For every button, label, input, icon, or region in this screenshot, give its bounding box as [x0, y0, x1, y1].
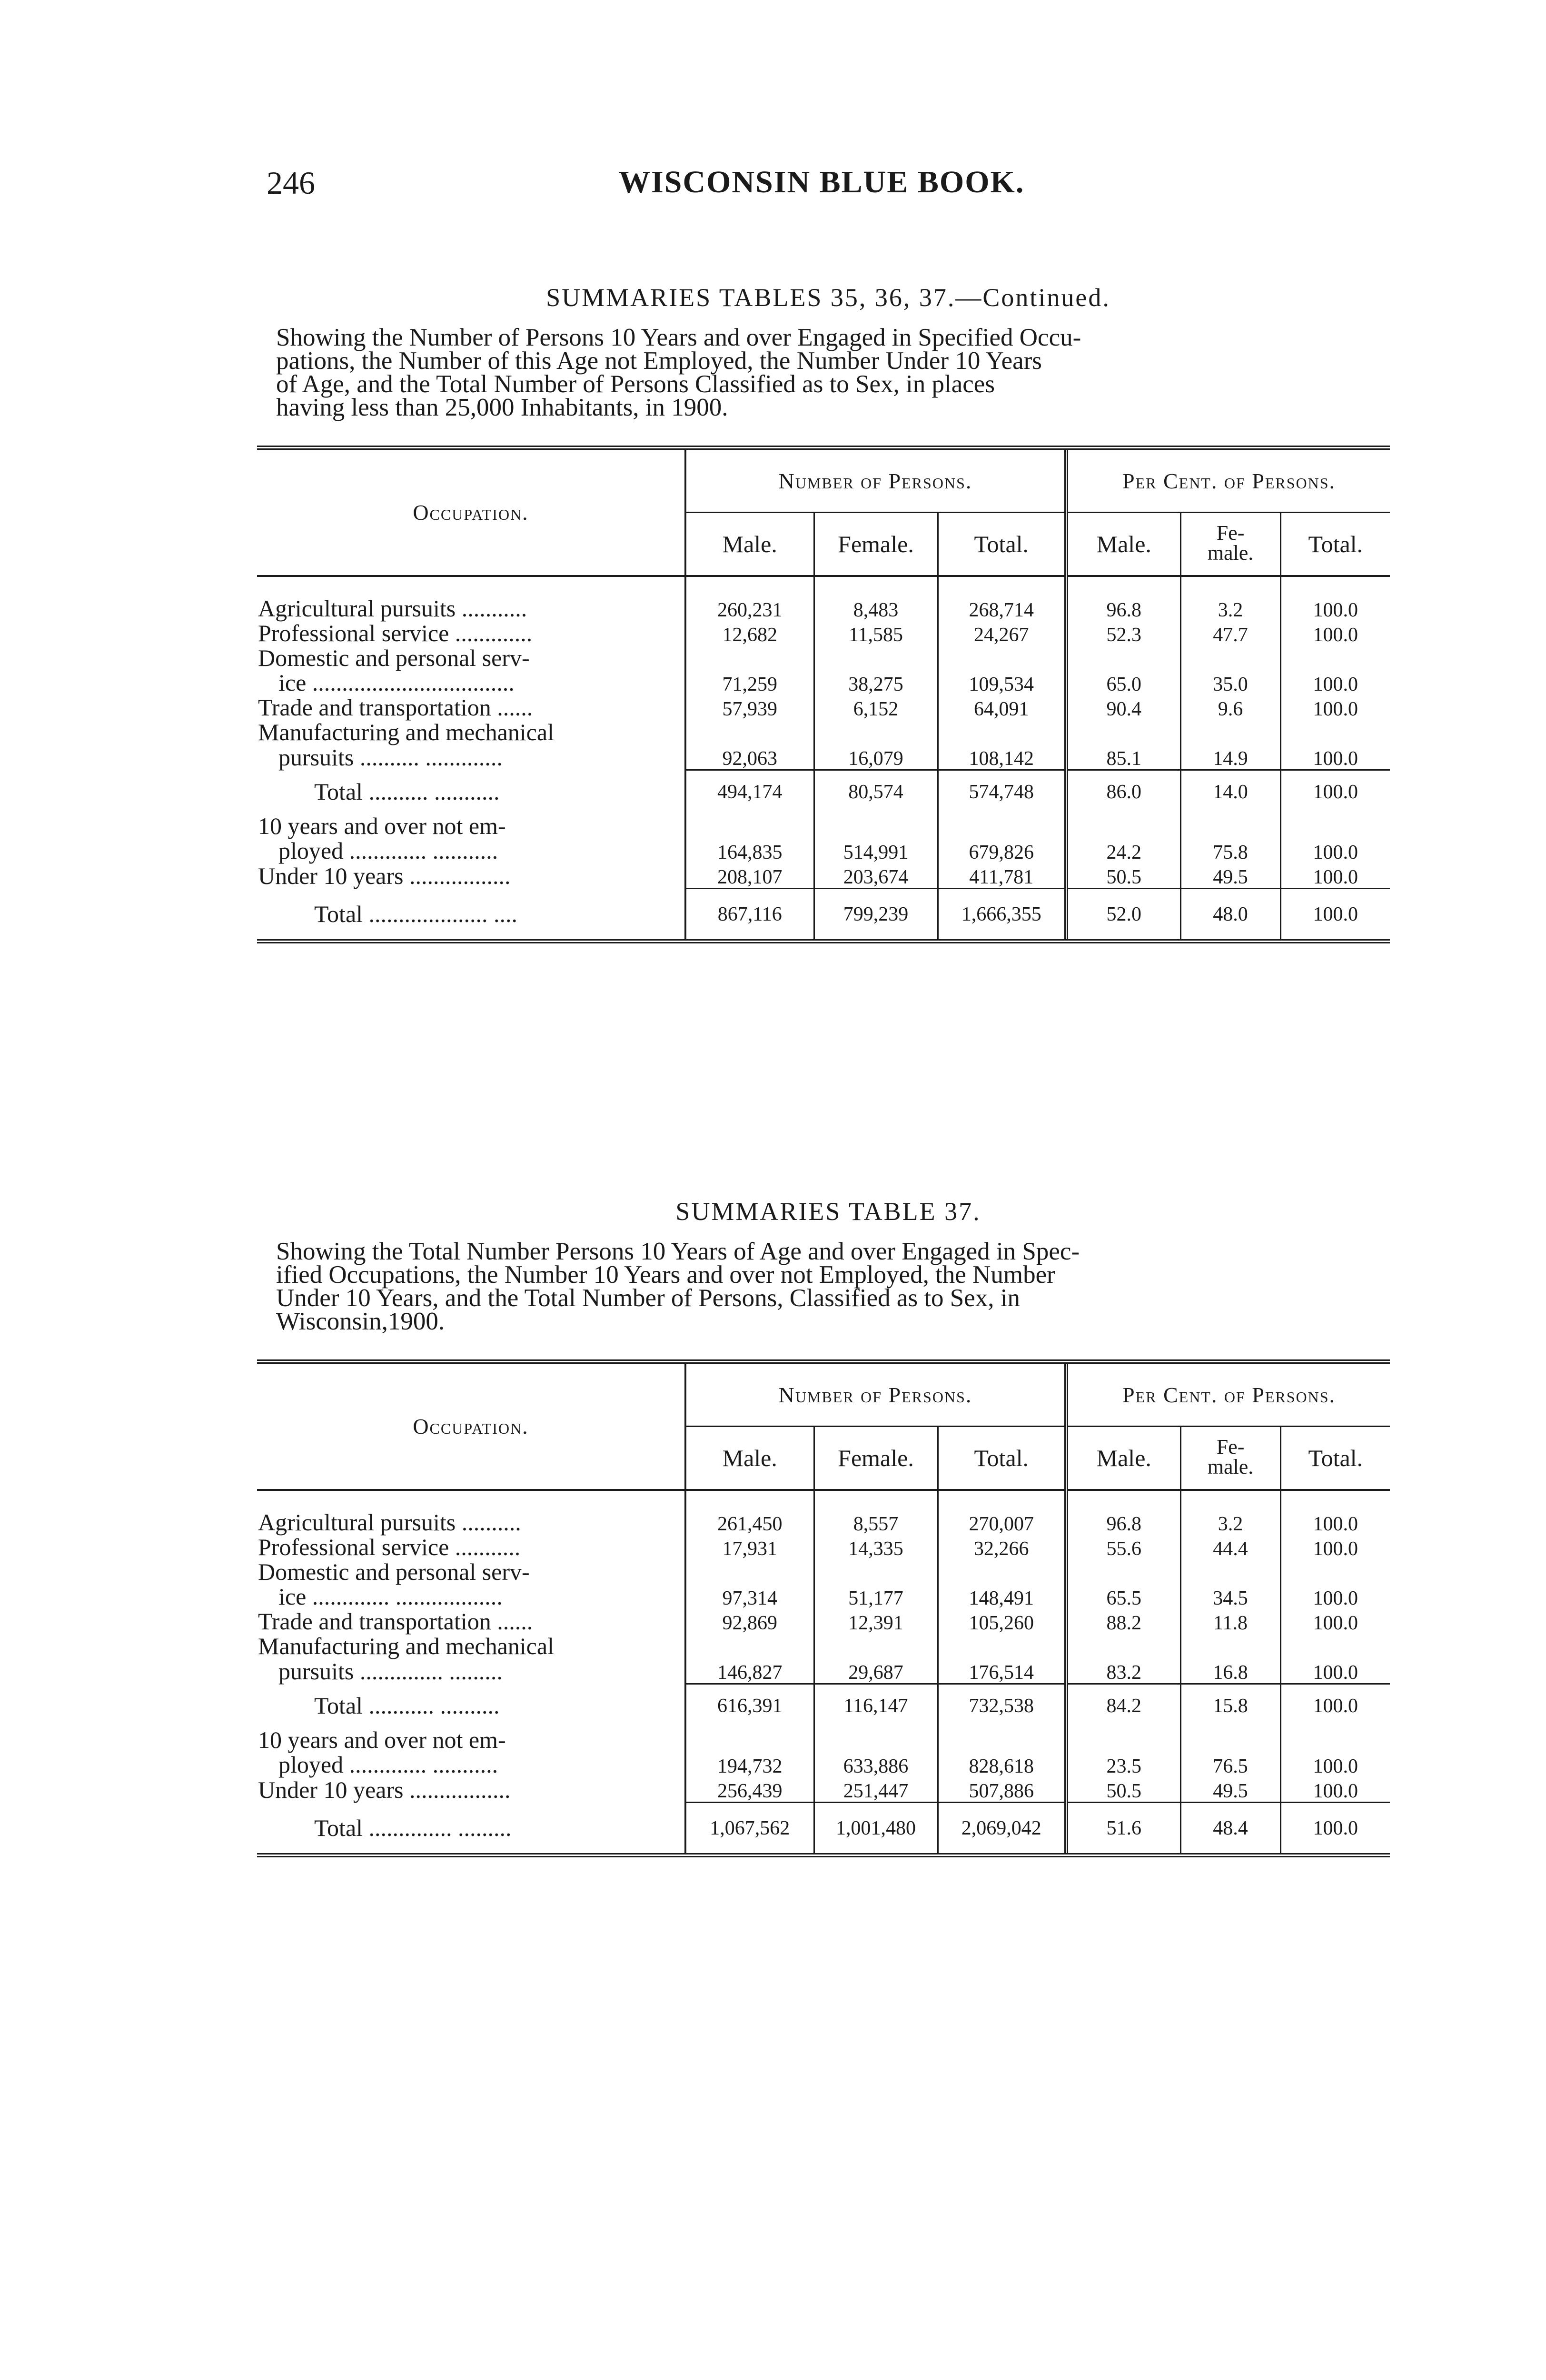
cell-pct-female: 14.0 [1180, 770, 1280, 814]
table-row [257, 695, 1390, 720]
cell-pct-male: 84.2 [1066, 1684, 1180, 1728]
table-row [257, 1658, 1390, 1684]
cell-male: 260,231 [685, 596, 814, 621]
row-label: ice .................................. [278, 669, 515, 696]
cell-female: 29,687 [814, 1658, 938, 1684]
cell-pct-total: 100.0 [1280, 838, 1390, 863]
cell-pct-total: 100.0 [1280, 596, 1390, 621]
row-label: Agricultural pursuits ........... [258, 595, 527, 622]
cell-total: 24,267 [938, 621, 1066, 645]
male-column-header: Male. [685, 1427, 814, 1490]
cell-pct-male: 51.6 [1066, 1803, 1180, 1855]
cell-pct-total: 100.0 [1280, 1803, 1390, 1855]
cell-total: 270,007 [938, 1510, 1066, 1535]
row-label: pursuits .......... ............. [278, 744, 503, 771]
cell-total: 828,618 [938, 1752, 1066, 1777]
occupation-table [257, 1359, 1390, 1857]
cell-male: 146,827 [685, 1658, 814, 1684]
cell-pct-male: 96.8 [1066, 596, 1180, 621]
cell-pct-male: 52.3 [1066, 621, 1180, 645]
intro-line: Under 10 Years, and the Total Number of Persons, Classified as to Sex, in [276, 1284, 1021, 1312]
cell-pct-total: 100.0 [1280, 770, 1390, 814]
cell-pct-female: 49.5 [1180, 863, 1280, 889]
cell-pct-total: 100.0 [1280, 1658, 1390, 1684]
table-title: SUMMARIES TABLES 35, 36, 37.—Continued. [546, 283, 1110, 312]
table-row [257, 744, 1390, 770]
grand-total-row [257, 889, 1390, 942]
cell-pct-total: 100.0 [1280, 744, 1390, 770]
cell-total: 176,514 [938, 1658, 1066, 1684]
cell-male: 71,259 [685, 670, 814, 695]
occupation-header: Occupation. [257, 1362, 685, 1490]
row-label: Trade and transportation ...... [258, 1608, 533, 1635]
cell-pct-male: 96.8 [1066, 1510, 1180, 1535]
table-row [257, 1727, 1390, 1752]
intro-line: Showing the Total Number Persons 10 Years of Age and over Engaged in Spec- [276, 1238, 1080, 1265]
cell-pct-female: 16.8 [1180, 1658, 1280, 1684]
cell-pct-male: 65.0 [1066, 670, 1180, 695]
row-label: 10 years and over not em- [258, 813, 506, 839]
table-row [257, 645, 1390, 670]
cell-female: 80,574 [814, 770, 938, 814]
cell-female: 8,483 [814, 596, 938, 621]
table-row [257, 1634, 1390, 1658]
row-label: Total .............. ......... [257, 1803, 685, 1855]
cell-pct-male: 85.1 [1066, 744, 1180, 770]
subtotal-row [257, 1684, 1390, 1728]
number-of-persons-header: Number of Persons. [685, 448, 1066, 513]
pct-female-column-header: Fe- male. [1180, 1427, 1280, 1490]
total-column-header: Total. [938, 1427, 1066, 1490]
table-row [257, 596, 1390, 621]
cell-male: 867,116 [685, 889, 814, 942]
cell-pct-male: 86.0 [1066, 770, 1180, 814]
cell-pct-total: 100.0 [1280, 889, 1390, 942]
intro-line: Wisconsin,1900. [276, 1308, 445, 1335]
table-title: SUMMARIES TABLE 37. [675, 1197, 981, 1226]
cell-total: 268,714 [938, 596, 1066, 621]
cell-total: 148,491 [938, 1584, 1066, 1609]
row-label: pursuits .............. ......... [278, 1657, 503, 1685]
intro-line: pations, the Number of this Age not Employed, the Number Under 10 Years [276, 347, 1042, 375]
female-column-header: Female. [814, 513, 938, 576]
cell-female: 12,391 [814, 1609, 938, 1634]
cell-female: 251,447 [814, 1777, 938, 1803]
row-label: Agricultural pursuits .......... [258, 1509, 521, 1536]
cell-pct-total: 100.0 [1280, 1752, 1390, 1777]
cell-pct-male: 83.2 [1066, 1658, 1180, 1684]
cell-female: 11,585 [814, 621, 938, 645]
cell-male: 194,732 [685, 1752, 814, 1777]
cell-pct-total: 100.0 [1280, 670, 1390, 695]
table-row [257, 1559, 1390, 1584]
cell-total: 105,260 [938, 1609, 1066, 1634]
cell-pct-male: 50.5 [1066, 863, 1180, 889]
cell-total: 411,781 [938, 863, 1066, 889]
cell-female: 1,001,480 [814, 1803, 938, 1855]
row-label: Trade and transportation ...... [258, 694, 533, 721]
cell-pct-female: 44.4 [1180, 1535, 1280, 1559]
cell-total: 732,538 [938, 1684, 1066, 1728]
row-label: Manufacturing and mechanical [258, 1633, 554, 1659]
row-label: ployed ............. ........... [278, 1751, 498, 1778]
row-label: Total .......... ........... [314, 778, 500, 805]
cell-male: 12,682 [685, 621, 814, 645]
row-label: Under 10 years ................. [258, 862, 511, 889]
cell-pct-female: 48.4 [1180, 1803, 1280, 1855]
pct-total-column-header: Total. [1280, 513, 1390, 576]
cell-pct-male: 50.5 [1066, 1777, 1180, 1803]
pct-total-column-header: Total. [1280, 1427, 1390, 1490]
pct-female-column-header: Fe- male. [1180, 513, 1280, 576]
cell-total: 32,266 [938, 1535, 1066, 1559]
cell-pct-total: 100.0 [1280, 1777, 1390, 1803]
cell-pct-male: 55.6 [1066, 1535, 1180, 1559]
row-label: Professional service ........... [258, 1534, 521, 1560]
number-of-persons-header: Number of Persons. [685, 1362, 1066, 1427]
cell-total: 507,886 [938, 1777, 1066, 1803]
cell-female: 8,557 [814, 1510, 938, 1535]
cell-male: 256,439 [685, 1777, 814, 1803]
cell-pct-male: 52.0 [1066, 889, 1180, 942]
cell-pct-female: 15.8 [1180, 1684, 1280, 1728]
table-row [257, 1777, 1390, 1803]
intro-line: of Age, and the Total Number of Persons Classified as to Sex, in places [276, 370, 995, 398]
row-label: Manufacturing and mechanical [258, 719, 554, 745]
cell-pct-female: 75.8 [1180, 838, 1280, 863]
cell-male: 57,939 [685, 695, 814, 720]
table-row [257, 863, 1390, 889]
cell-total: 2,069,042 [938, 1803, 1066, 1855]
grand-total-row [257, 1803, 1390, 1855]
cell-pct-female: 35.0 [1180, 670, 1280, 695]
cell-female: 16,079 [814, 744, 938, 770]
row-label: Domestic and personal serv- [258, 645, 530, 671]
cell-male: 92,869 [685, 1609, 814, 1634]
cell-pct-total: 100.0 [1280, 1684, 1390, 1728]
cell-pct-total: 100.0 [1280, 695, 1390, 720]
table-row [257, 1752, 1390, 1777]
cell-pct-male: 24.2 [1066, 838, 1180, 863]
table-row [257, 813, 1390, 838]
cell-male: 261,450 [685, 1510, 814, 1535]
subtotal-row [257, 770, 1390, 814]
cell-total: 1,666,355 [938, 889, 1066, 942]
cell-pct-female: 34.5 [1180, 1584, 1280, 1609]
female-column-header: Female. [814, 1427, 938, 1490]
cell-total: 109,534 [938, 670, 1066, 695]
row-label: ice ............. .................. [278, 1583, 503, 1610]
cell-male: 97,314 [685, 1584, 814, 1609]
intro-line: Showing the Number of Persons 10 Years and over Engaged in Specified Occu- [276, 324, 1081, 351]
cell-pct-female: 48.0 [1180, 889, 1280, 942]
occupation-header: Occupation. [257, 448, 685, 576]
intro-line: having less than 25,000 Inhabitants, in 1900. [276, 394, 728, 421]
pct-male-column-header: Male. [1066, 513, 1180, 576]
cell-total: 574,748 [938, 770, 1066, 814]
cell-female: 633,886 [814, 1752, 938, 1777]
row-label: 10 years and over not em- [258, 1726, 506, 1753]
cell-male: 616,391 [685, 1684, 814, 1728]
cell-male: 1,067,562 [685, 1803, 814, 1855]
running-title: WISCONSIN BLUE BOOK. [619, 165, 1025, 199]
table-row [257, 838, 1390, 863]
row-label: Domestic and personal serv- [258, 1558, 530, 1585]
cell-pct-total: 100.0 [1280, 863, 1390, 889]
cell-pct-male: 88.2 [1066, 1609, 1180, 1634]
cell-pct-female: 3.2 [1180, 1510, 1280, 1535]
cell-female: 116,147 [814, 1684, 938, 1728]
page-header [267, 164, 1399, 207]
table-section-2 [257, 1192, 1399, 1857]
male-column-header: Male. [685, 513, 814, 576]
cell-pct-female: 3.2 [1180, 596, 1280, 621]
cell-pct-male: 90.4 [1066, 695, 1180, 720]
intro-line: ified Occupations, the Number 10 Years and over not Employed, the Number [276, 1261, 1055, 1289]
row-label: Total .................... .... [257, 889, 685, 942]
table-intro [276, 1240, 1380, 1333]
table-row [257, 1535, 1390, 1559]
cell-pct-total: 100.0 [1280, 1609, 1390, 1634]
cell-pct-male: 23.5 [1066, 1752, 1180, 1777]
cell-pct-female: 76.5 [1180, 1752, 1280, 1777]
row-label: Total ........... .......... [314, 1692, 500, 1719]
percent-of-persons-header: Per Cent. of Persons. [1066, 1362, 1390, 1427]
percent-of-persons-header: Per Cent. of Persons. [1066, 448, 1390, 513]
cell-male: 17,931 [685, 1535, 814, 1559]
occupation-table [257, 446, 1390, 943]
cell-male: 164,835 [685, 838, 814, 863]
pct-male-column-header: Male. [1066, 1427, 1180, 1490]
cell-pct-total: 100.0 [1280, 1535, 1390, 1559]
cell-pct-female: 11.8 [1180, 1609, 1280, 1634]
row-label: Professional service ............. [258, 620, 533, 646]
total-column-header: Total. [938, 513, 1066, 576]
cell-pct-female: 9.6 [1180, 695, 1280, 720]
cell-male: 92,063 [685, 744, 814, 770]
table-section-1 [257, 278, 1399, 943]
table-row [257, 1609, 1390, 1634]
cell-pct-male: 65.5 [1066, 1584, 1180, 1609]
page-number: 246 [267, 165, 315, 201]
row-label: ployed ............. ........... [278, 837, 498, 864]
cell-male: 494,174 [685, 770, 814, 814]
cell-pct-total: 100.0 [1280, 1584, 1390, 1609]
cell-pct-total: 100.0 [1280, 621, 1390, 645]
table-row [257, 1510, 1390, 1535]
cell-female: 799,239 [814, 889, 938, 942]
cell-female: 51,177 [814, 1584, 938, 1609]
table-row [257, 670, 1390, 695]
cell-male: 208,107 [685, 863, 814, 889]
row-label: Under 10 years ................. [258, 1776, 511, 1803]
cell-pct-female: 14.9 [1180, 744, 1280, 770]
cell-female: 38,275 [814, 670, 938, 695]
table-row [257, 720, 1390, 744]
cell-pct-female: 49.5 [1180, 1777, 1280, 1803]
cell-female: 203,674 [814, 863, 938, 889]
cell-female: 14,335 [814, 1535, 938, 1559]
cell-pct-female: 47.7 [1180, 621, 1280, 645]
cell-pct-total: 100.0 [1280, 1510, 1390, 1535]
cell-female: 6,152 [814, 695, 938, 720]
cell-total: 679,826 [938, 838, 1066, 863]
cell-total: 64,091 [938, 695, 1066, 720]
table-intro [276, 326, 1380, 419]
table-row [257, 621, 1390, 645]
cell-female: 514,991 [814, 838, 938, 863]
cell-total: 108,142 [938, 744, 1066, 770]
table-row [257, 1584, 1390, 1609]
